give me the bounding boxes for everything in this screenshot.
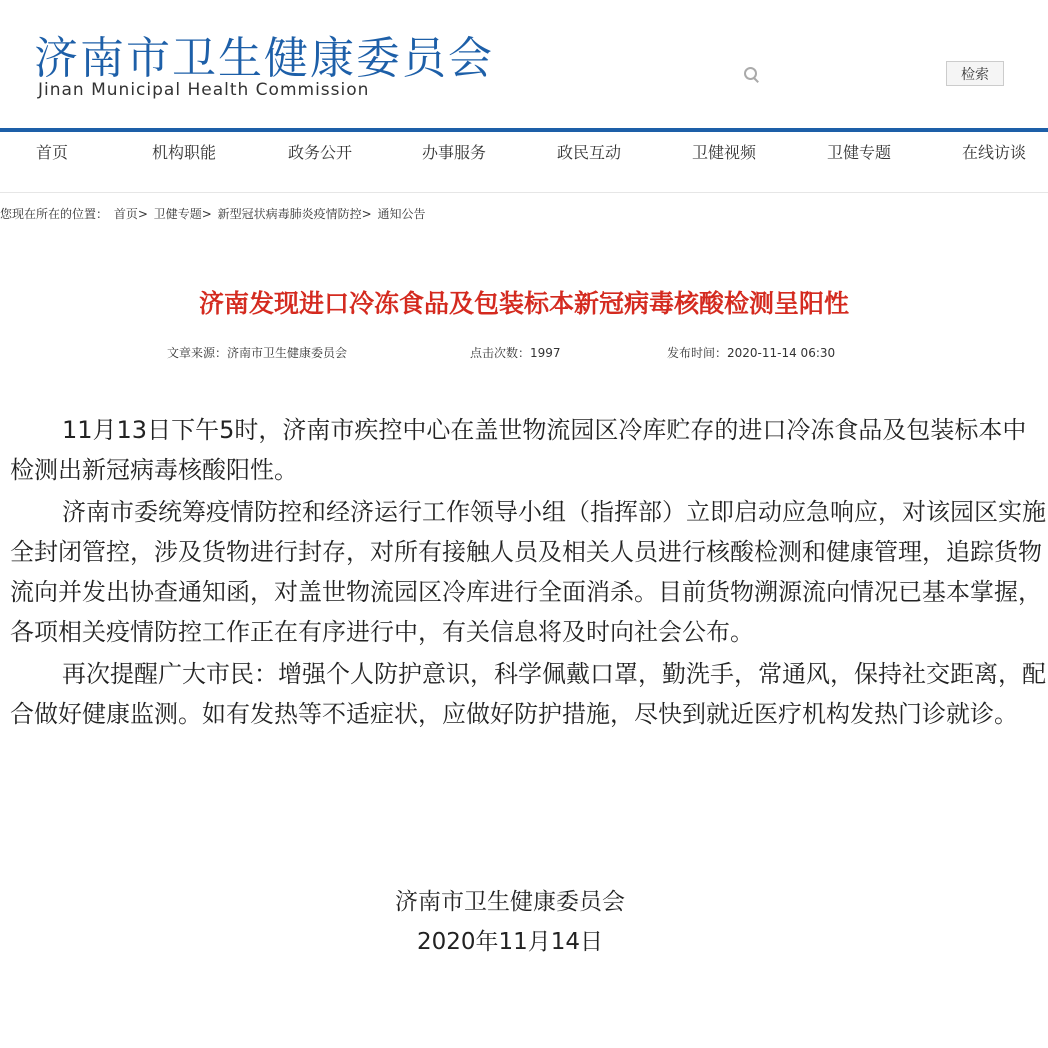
signature-org: 济南市卫生健康委员会 [395, 889, 625, 915]
breadcrumb-item[interactable]: 卫健专题> [153, 207, 212, 221]
nav-item-interviews[interactable]: 在线访谈 [962, 143, 1027, 162]
site-title[interactable]: 济南市卫生健康委员会 [34, 33, 494, 84]
search-icon [742, 65, 760, 83]
article-paragraph: 再次提醒广大市民：增强个人防护意识，科学佩戴口罩，勤洗手，常通风，保持社交距离，配合做好健康监测。如有发热等不适症状，应做好防护措施，尽快到就近医疗机构发热门诊就诊。 [10, 660, 1046, 728]
article-source: 文章来源：济南市卫生健康委员会 [167, 346, 348, 360]
search-button[interactable]: 检索 [946, 61, 1004, 86]
article-body [10, 410, 1046, 736]
breadcrumb-item[interactable]: 新型冠状病毒肺炎疫情防控> [217, 207, 372, 221]
site-header [0, 0, 1048, 130]
article-clicks: 点击次数：1997 [470, 346, 561, 360]
nav-item-topics[interactable]: 卫健专题 [827, 143, 892, 162]
nav-item-home[interactable]: 首页 [36, 143, 69, 162]
main-nav [0, 132, 1048, 172]
site-subtitle: Jinan Municipal Health Commission [38, 80, 370, 100]
search-box [742, 62, 938, 86]
signature-date: 2020年11月14日 [416, 929, 604, 955]
nav-item-interaction[interactable]: 政民互动 [557, 143, 622, 162]
nav-item-services[interactable]: 办事服务 [422, 143, 487, 162]
breadcrumb-item[interactable]: 首页> [113, 207, 148, 221]
article-published: 发布时间：2020-11-14 06:30 [667, 346, 836, 360]
nav-item-functions[interactable]: 机构职能 [152, 143, 217, 162]
article-title: 济南发现进口冷冻食品及包装标本新冠病毒核酸检测呈阳性 [198, 289, 849, 318]
article-signature [0, 882, 1020, 962]
nav-item-video[interactable]: 卫健视频 [692, 143, 757, 162]
breadcrumb-item[interactable]: 通知公告 [377, 207, 426, 221]
article-paragraph: 济南市委统筹疫情防控和经济运行工作领导小组（指挥部）立即启动应急响应，对该园区实施全封闭管控，涉及货物进行封存，对所有接触人员及相关人员进行核酸检测和健康管理，追踪货物流向并发出协查通知函，对盖世物流园区冷库进行全面消杀。目前货物溯源流向情况已基本掌握，各项相关疫情防控工作正在有序进行中，有关信息将及时向社会公布。 [10, 498, 1046, 646]
nav-divider [0, 192, 1048, 193]
breadcrumb [0, 205, 428, 222]
search-input[interactable] [766, 63, 936, 85]
breadcrumb-prefix: 您现在所在的位置： [0, 207, 109, 221]
article-paragraph: 11月13日下午5时，济南市疾控中心在盖世物流园区冷库贮存的进口冷冻食品及包装标本中检测出新冠病毒核酸阳性。 [10, 416, 1027, 484]
nav-item-affairs[interactable]: 政务公开 [288, 143, 353, 162]
